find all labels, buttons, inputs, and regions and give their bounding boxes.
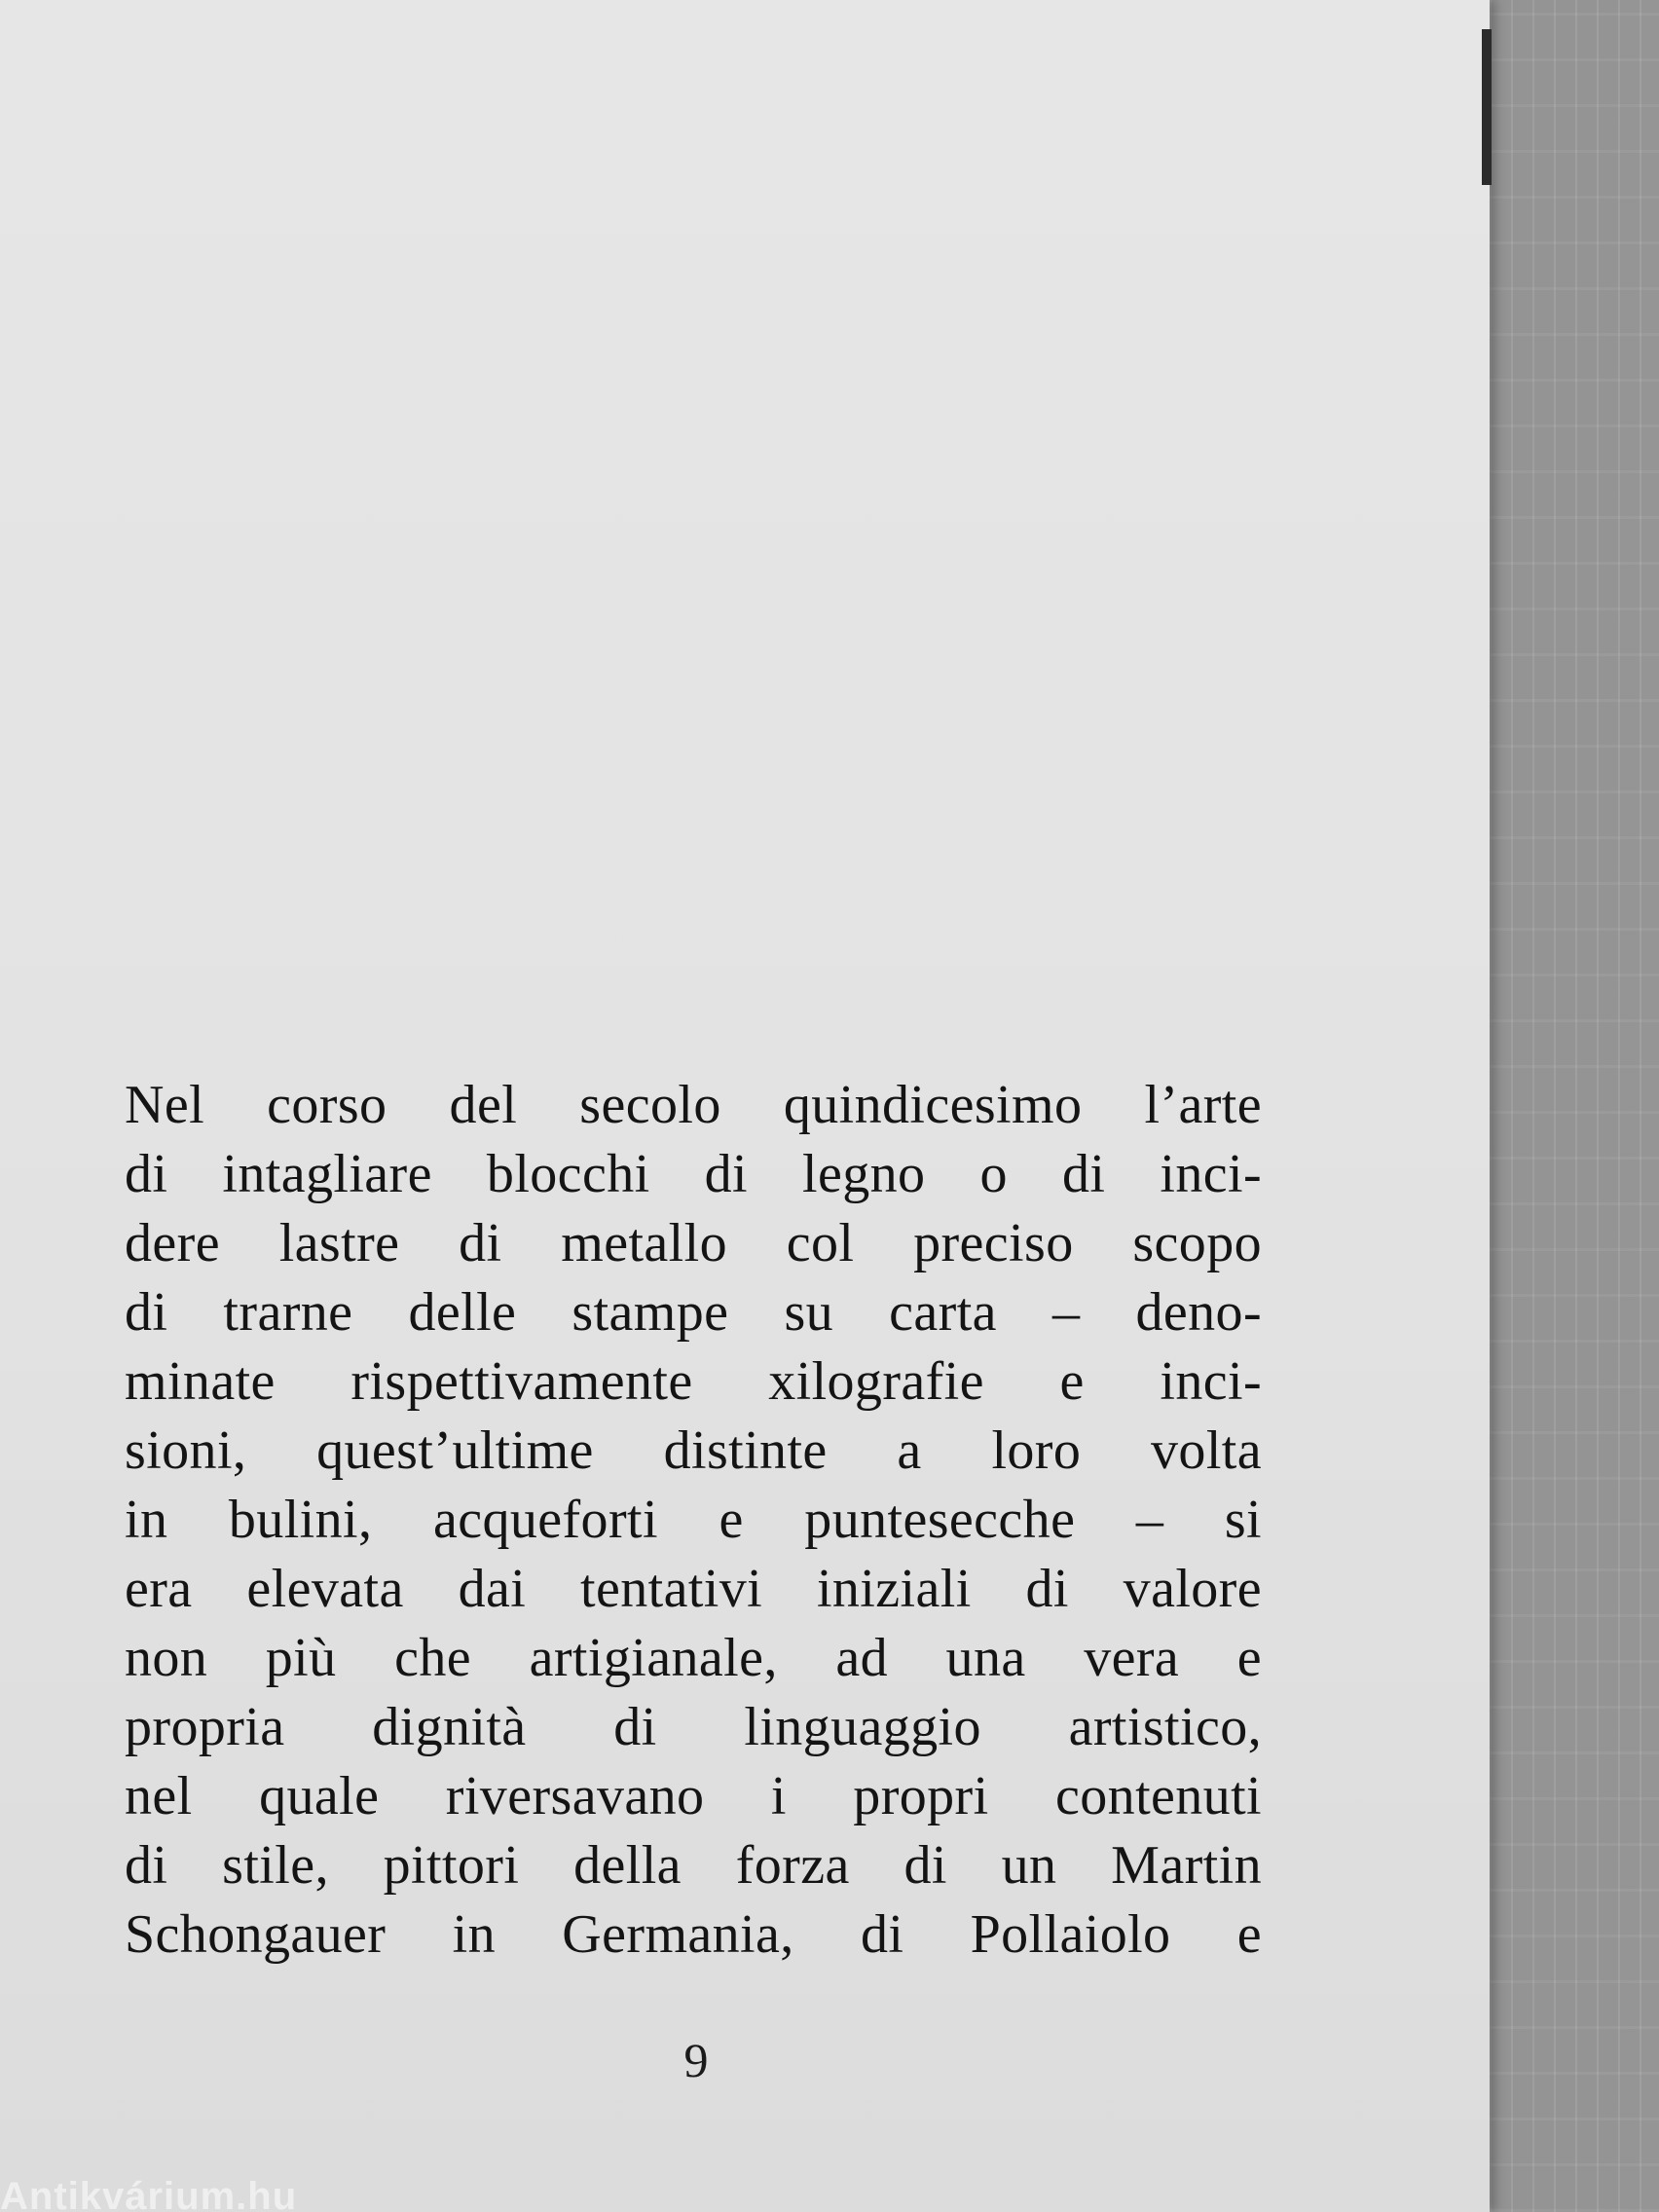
text-line: propria dignità di linguaggio artistico, (125, 1697, 1262, 1757)
background-surface (1490, 0, 1659, 2212)
text-line: di intagliare blocchi di legno o di inci- (125, 1144, 1262, 1204)
text-line: Nel corso del secolo quindicesimo l’arte (125, 1075, 1262, 1135)
text-line: era elevata dai tentativi iniziali di valore (125, 1559, 1262, 1619)
text-line: non più che artigianale, ad una vera e (125, 1628, 1262, 1688)
text-line: in bulini, acqueforti e puntesecche – si (125, 1490, 1262, 1550)
text-line: sioni, quest’ultime distinte a loro volta (125, 1420, 1262, 1481)
body-paragraph (125, 1071, 1262, 1970)
text-line: di stile, pittori della forza di un Martin (125, 1835, 1262, 1896)
text-line: dere lastre di metallo col preciso scopo (125, 1213, 1262, 1273)
page-number: 9 (683, 2033, 709, 2087)
text-line: Schongauer in Germania, di Pollaiolo e (125, 1904, 1262, 1965)
text-line: minate rispettivamente xilografie e inci- (125, 1351, 1262, 1412)
text-line: di trarne delle stampe su carta – deno- (125, 1282, 1262, 1343)
text-line: nel quale riversavano i propri contenuti (125, 1766, 1262, 1826)
page-edge-shadow (1482, 29, 1492, 185)
watermark-text: Antikvárium.hu (0, 2175, 298, 2212)
